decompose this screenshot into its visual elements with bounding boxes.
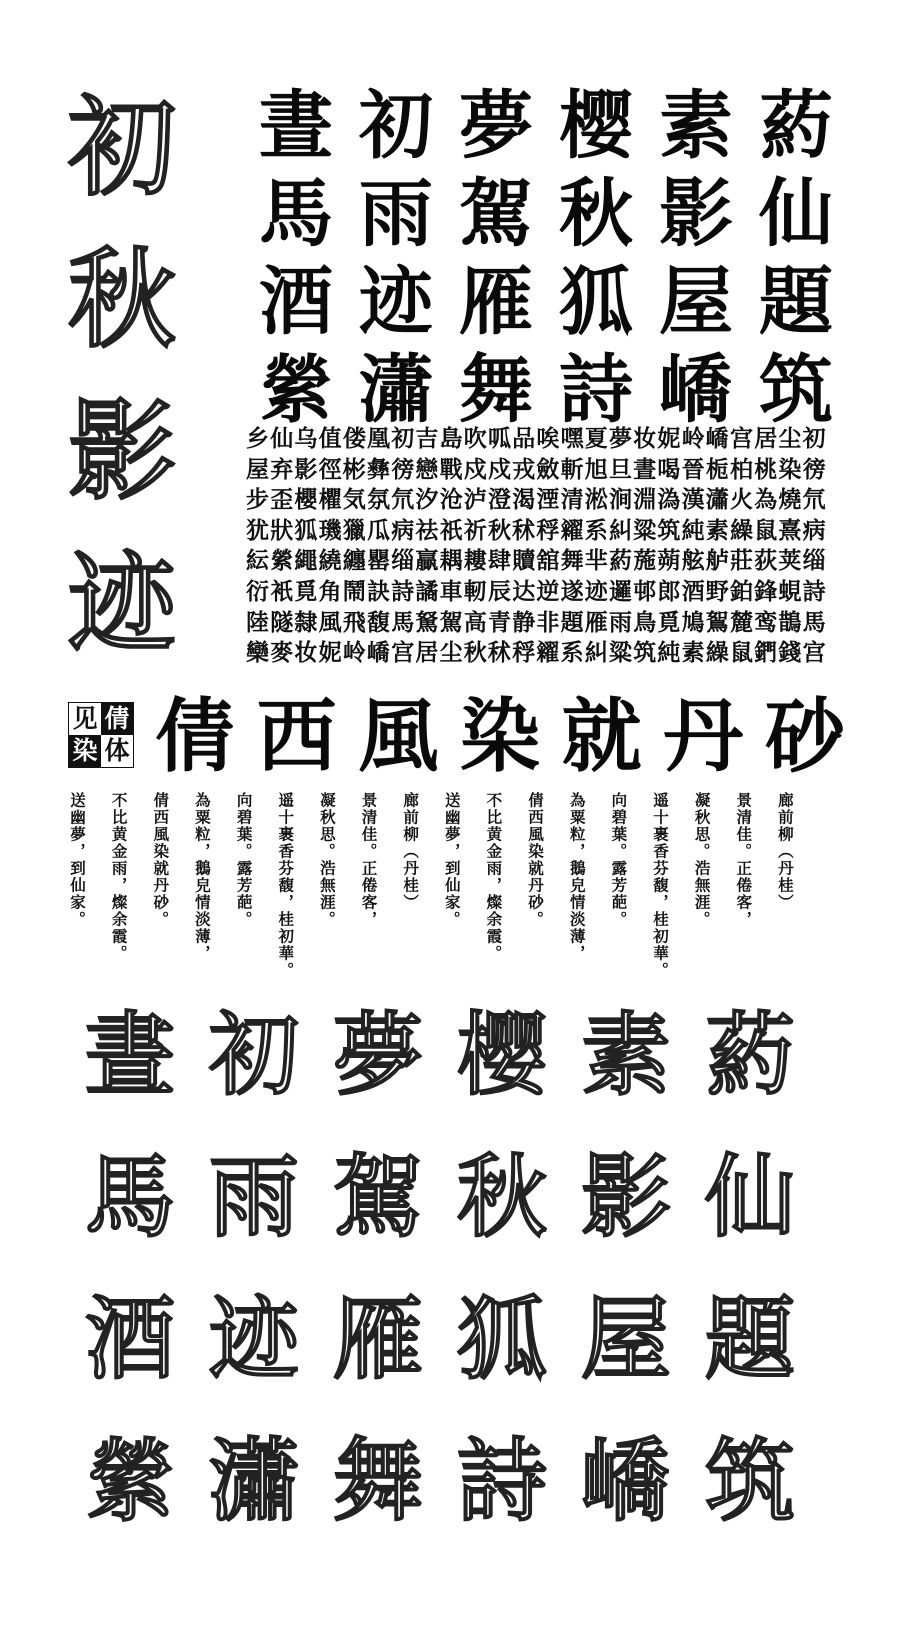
glyph-cell: 初 xyxy=(209,1002,299,1108)
vertical-title-char: 影 xyxy=(67,389,176,515)
glyph-cell: 駕 xyxy=(459,171,533,257)
sample-line: 欒麥妆妮岭嶠宫居尘秋秫稃糴系糾粱筑純素繰鼠鍆錢宫 xyxy=(246,639,827,667)
glyph-cell: 狐 xyxy=(457,1286,547,1392)
glyph-cell: 仙 xyxy=(759,171,833,257)
glyph-cell: 舞 xyxy=(459,347,533,433)
glyph-cell: 屋 xyxy=(659,259,733,345)
poem-column: 送幽夢，到仙家。 xyxy=(442,792,462,928)
poem-column: 倩西風染就丹砂。 xyxy=(151,792,171,928)
glyph-cell: 葯 xyxy=(759,83,833,169)
glyph-cell: 迹 xyxy=(209,1286,299,1392)
sample-text-block xyxy=(246,424,848,669)
poem-column: 景清佳。正倦客， xyxy=(734,792,754,928)
glyph-cell: 夢 xyxy=(333,1002,423,1108)
sample-line: 陸隧隸風飛馥馬駑駕高青静非題雁雨鳥覓鳩鴽麓鸾鵲馬 xyxy=(246,608,827,636)
glyph-cell: 屋 xyxy=(581,1286,671,1392)
glyph-cell: 雁 xyxy=(459,259,533,345)
glyph-cell: 嶠 xyxy=(659,347,733,433)
glyph-cell: 詩 xyxy=(457,1428,547,1534)
glyph-cell: 雁 xyxy=(333,1286,423,1392)
glyph-cell: 樱 xyxy=(559,83,633,169)
glyph-cell: 秋 xyxy=(457,1144,547,1250)
glyph-cell: 筑 xyxy=(705,1428,795,1534)
title-char: 砂 xyxy=(764,689,845,783)
logo-char: 体 xyxy=(104,736,130,765)
vertical-title-char: 迹 xyxy=(67,541,176,667)
glyph-cell: 狐 xyxy=(559,259,633,345)
poem-column: 凝秋思。浩無涯。 xyxy=(317,792,337,928)
glyph-cell: 酒 xyxy=(85,1286,175,1392)
vertical-title xyxy=(62,72,182,680)
poem-column: 不比黄金雨，燦余霞。 xyxy=(484,792,504,962)
logo-char: 倩 xyxy=(101,703,133,735)
glyph-cell: 樱 xyxy=(457,1002,547,1108)
poem-column: 廊前柳（丹桂） xyxy=(775,792,795,911)
glyph-cell: 題 xyxy=(705,1286,795,1392)
poem-column: 廊前柳（丹桂） xyxy=(401,792,421,911)
glyph-cell: 題 xyxy=(759,259,833,345)
font-logo-box xyxy=(68,702,134,768)
poem-column: 景清佳。正倦客， xyxy=(359,792,379,928)
poem-column: 遥十裹香芬馥，桂初華。 xyxy=(276,792,296,979)
poem-column: 為粟粒，鵝皃情淡薄， xyxy=(192,792,212,962)
vertical-title-char: 秋 xyxy=(67,237,176,363)
vertical-poem xyxy=(66,792,796,979)
glyph-grid-outline xyxy=(70,984,810,1552)
sample-line: 屋弃影徑彬彝徬戀戰戍戍戎斂斬旭旦晝喝晉栀柏桃染徬 xyxy=(246,455,827,483)
glyph-cell: 素 xyxy=(659,83,733,169)
glyph-cell: 仙 xyxy=(705,1144,795,1250)
glyph-cell: 影 xyxy=(659,171,733,257)
glyph-cell: 縈 xyxy=(85,1428,175,1534)
glyph-cell: 瀟 xyxy=(209,1428,299,1534)
poem-column: 遥十裹香芬馥，桂初華。 xyxy=(650,792,670,979)
logo-char: 染 xyxy=(69,735,101,767)
poem-column: 不比黄金雨，燦余霞。 xyxy=(109,792,129,962)
glyph-cell: 酒 xyxy=(259,259,333,345)
sample-line: 紜縈繩繞纏罌缁贏耦耬肆贖舘舞芈葯葹蒴舷舻莊荻荚缁 xyxy=(246,547,827,575)
title-char: 風 xyxy=(358,689,439,783)
glyph-cell: 晝 xyxy=(85,1002,175,1108)
poem-column: 為粟粒，鵝皃情淡薄， xyxy=(567,792,587,962)
poem-column: 凝秋思。浩無涯。 xyxy=(692,792,712,928)
glyph-cell: 素 xyxy=(581,1002,671,1108)
glyph-cell: 瀟 xyxy=(359,347,433,433)
glyph-cell: 舞 xyxy=(333,1428,423,1534)
poem-column: 送幽夢，到仙家。 xyxy=(68,792,87,928)
glyph-cell: 筑 xyxy=(759,347,833,433)
title-char: 倩 xyxy=(155,689,235,783)
poem-column: 向碧葉。露芳葩。 xyxy=(609,792,629,928)
poem-column: 倩西風染就丹砂。 xyxy=(526,792,546,928)
glyph-cell: 馬 xyxy=(259,171,333,257)
glyph-cell: 雨 xyxy=(209,1144,299,1250)
title-char: 西 xyxy=(256,689,337,783)
glyph-cell: 雨 xyxy=(359,171,433,257)
sample-line: 衍衹覓角鬧訣詩譎車軔辰达逆遂迹邏邨郎酒野鉑鋒蜆詩 xyxy=(246,577,827,605)
glyph-cell: 馬 xyxy=(85,1144,175,1250)
glyph-grid-solid xyxy=(246,82,848,434)
title-char: 丹 xyxy=(663,689,744,783)
poem-column: 向碧葉。露芳葩。 xyxy=(234,792,254,928)
vertical-title-char: 初 xyxy=(67,85,176,211)
sample-line: 犹狀狐璣獵瓜病祛祇祈秋秫稃糴系糾粱筑純素繰鼠熹病 xyxy=(246,516,827,544)
title-char: 就 xyxy=(561,689,642,783)
glyph-cell: 葯 xyxy=(705,1002,795,1108)
logo-char: 见 xyxy=(72,704,98,733)
glyph-cell: 詩 xyxy=(559,347,633,433)
glyph-cell: 晝 xyxy=(259,83,333,169)
glyph-cell: 嶠 xyxy=(581,1428,671,1534)
sample-line: 步歪櫻欋気氛氘汐沧泸澄渴湮清淞涧淵溈漢瀟火為燒氘 xyxy=(246,486,827,514)
glyph-cell: 秋 xyxy=(559,171,633,257)
glyph-cell: 初 xyxy=(359,83,433,169)
title-char: 染 xyxy=(459,689,540,783)
glyph-cell: 縈 xyxy=(259,347,333,433)
glyph-cell: 駕 xyxy=(333,1144,423,1250)
title-row xyxy=(155,686,845,786)
glyph-cell: 迹 xyxy=(359,259,433,345)
glyph-cell: 影 xyxy=(581,1144,671,1250)
glyph-cell: 夢 xyxy=(459,83,533,169)
sample-line: 乡仙乌值偻凰初吉島吹呱品唉嘿夏夢妆妮岭嶠宫居尘初 xyxy=(246,425,827,452)
